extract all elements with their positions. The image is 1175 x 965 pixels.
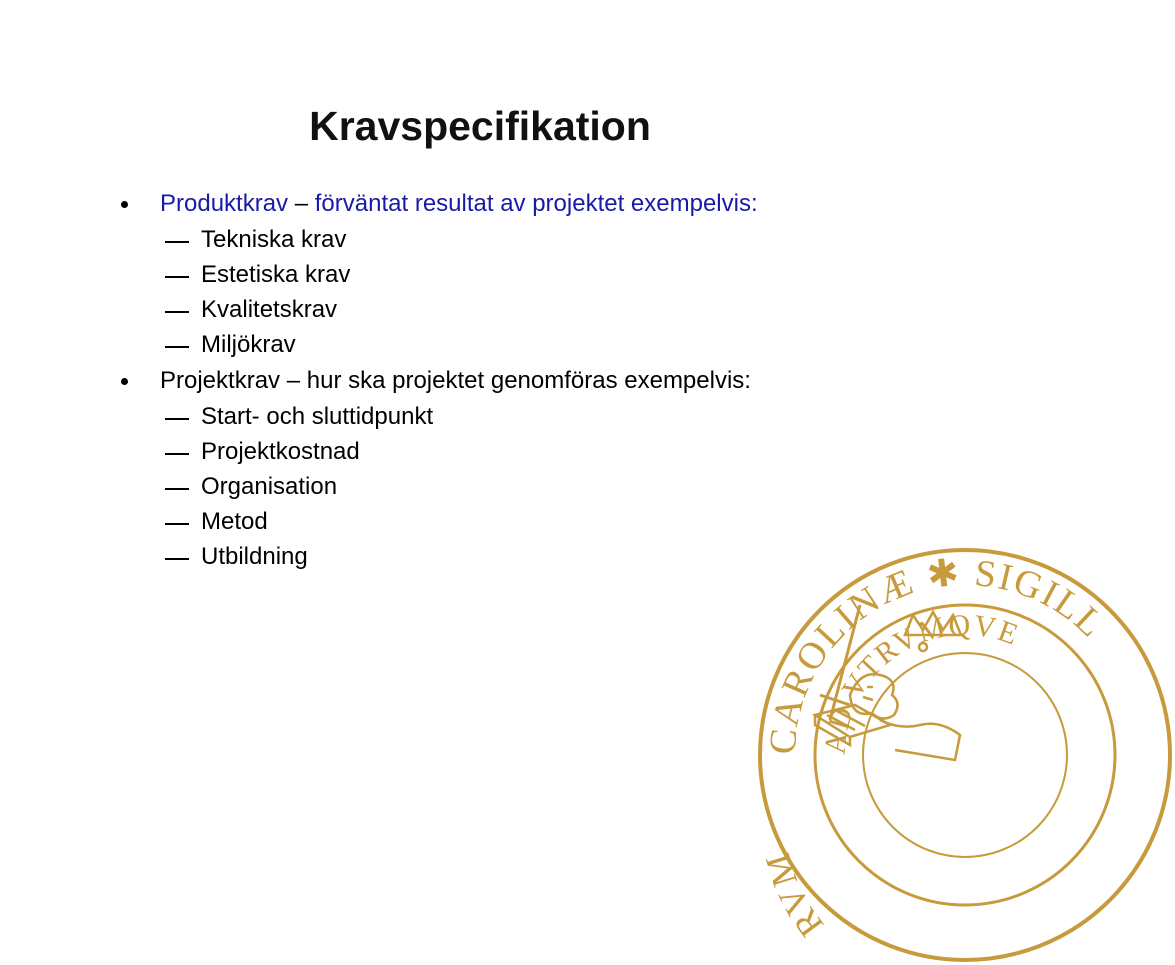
bullet-dash: –	[286, 367, 301, 394]
bullet-dash: –	[294, 190, 309, 217]
sub-item: Metod	[201, 508, 268, 535]
bullet-produktkrav	[160, 190, 758, 218]
sub-dash-icon	[165, 241, 189, 243]
bullet-dot-icon	[121, 378, 128, 385]
sub-dash-icon	[165, 346, 189, 348]
sub-item: Organisation	[201, 473, 338, 500]
sub-item: Tekniska krav	[201, 226, 347, 253]
sub-dash-icon	[165, 488, 189, 490]
bullet-label: Projektkrav	[160, 367, 281, 394]
seal-left-textpath: RVM	[756, 846, 832, 945]
bullet-description: hur ska projektet genomföras exempelvis:	[306, 367, 751, 394]
sub-item: Miljökrav	[201, 331, 296, 358]
sub-item: Estetiska krav	[201, 261, 351, 288]
sub-item: Utbildning	[201, 543, 308, 570]
bullet-description: förväntat resultat av projektet exempelvis:	[314, 190, 758, 217]
sub-dash-icon	[165, 276, 189, 278]
sub-dash-icon	[165, 523, 189, 525]
sub-dash-icon	[165, 418, 189, 420]
university-seal-icon	[755, 545, 1175, 965]
sub-dash-icon	[165, 558, 189, 560]
sub-dash-icon	[165, 311, 189, 313]
seal-outer-textpath: CAROLINÆ ✱ SIGILL	[761, 551, 1114, 756]
slide-title: Kravspecifikation	[309, 103, 651, 149]
bullet-dot-icon	[121, 201, 128, 208]
bullet-label: Produktkrav	[160, 190, 289, 217]
seal-inner-textpath: AD VTRVMQVE	[818, 608, 1024, 756]
sub-item: Start- och sluttidpunkt	[201, 403, 434, 430]
seal-left-text	[757, 847, 831, 944]
bullet-projektkrav	[160, 367, 751, 395]
sub-item: Kvalitetskrav	[201, 296, 338, 323]
sub-dash-icon	[165, 453, 189, 455]
sub-item: Projektkostnad	[201, 438, 360, 465]
